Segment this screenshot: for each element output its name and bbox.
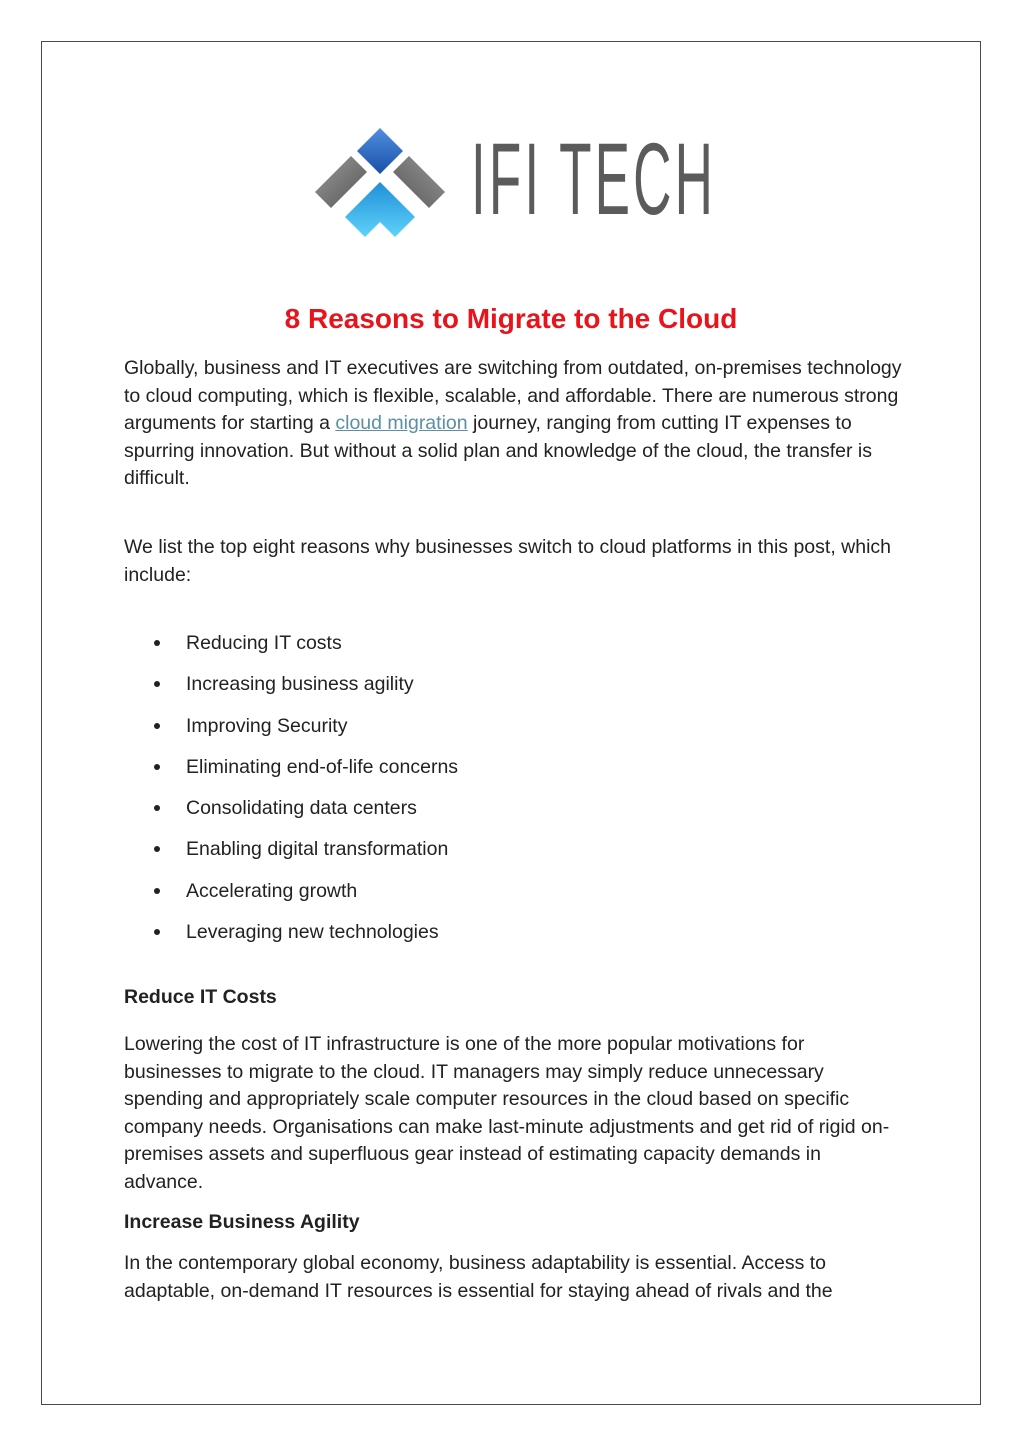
list-item: [124, 793, 724, 834]
section-body-reduce-it-costs: Lowering the cost of IT infrastructure is one of the more popular motivations for businesses to migrate to the cloud. IT managers may simply reduce unnecessary spending and appropriately scale computer resources in the cloud based on specific company needs. Organisations can make last-minute adjustments and get rid of rigid on-premises assets and superfluous gear instead of estimating capacity demands in advance.: [124, 1033, 890, 1193]
list-item: [124, 752, 724, 793]
logo-mark-icon: [313, 126, 473, 238]
bullet-icon: [154, 681, 160, 687]
reasons-list: [124, 628, 724, 958]
list-item: [124, 917, 724, 958]
list-item: [124, 834, 724, 875]
company-logo: [313, 122, 716, 238]
cloud-migration-link[interactable]: cloud migration: [335, 412, 468, 434]
list-item-text: Consolidating data centers: [186, 797, 417, 820]
bullet-icon: [154, 640, 160, 646]
page-title: 8 Reasons to Migrate to the Cloud: [284, 303, 738, 334]
list-item: [124, 628, 724, 669]
bullet-icon: [154, 846, 160, 852]
list-item-text: Increasing business agility: [186, 673, 414, 696]
list-item-text: Reducing IT costs: [186, 632, 342, 654]
intro-text-after-link: journey, ranging from cutting IT expenses to spurring innovation. But without a solid plan and knowledge of the cloud, the transfer is difficult.: [124, 412, 872, 489]
intro-paragraph: [124, 355, 904, 493]
bullet-icon: [154, 764, 160, 770]
section-heading-reduce-it-costs: Reduce IT Costs: [124, 986, 277, 1008]
list-intro-paragraph: We list the top eight reasons why businesses switch to cloud platforms in this post, which include:: [124, 536, 892, 586]
intro-text-before-link: Globally, business and IT executives are switching from outdated, on-premises technology to cloud computing, which is flexible, scalable, and affordable. There are numerous strong arguments for starting a: [124, 357, 902, 434]
list-item-text: Enabling digital transformation: [186, 838, 449, 861]
section-heading-increase-agility: Increase Business Agility: [124, 1211, 360, 1233]
list-item-text: Eliminating end-of-life concerns: [186, 755, 459, 778]
list-item: [124, 876, 724, 917]
list-item-text: Improving Security: [186, 714, 348, 737]
bullet-icon: [154, 888, 160, 894]
bullet-icon: [154, 805, 160, 811]
bullet-icon: [154, 723, 160, 729]
list-item-text: Accelerating growth: [186, 879, 358, 902]
list-item: [124, 711, 724, 752]
list-item-text: Leveraging new technologies: [186, 921, 439, 944]
section-body-increase-agility: In the contemporary global economy, business adaptability is essential. Access to adaptable, on-demand IT resources is essential for staying ahead of rivals and the: [124, 1252, 833, 1302]
logo-text: IFI TECH: [471, 122, 716, 236]
bullet-icon: [154, 929, 160, 935]
list-item: [124, 669, 724, 710]
